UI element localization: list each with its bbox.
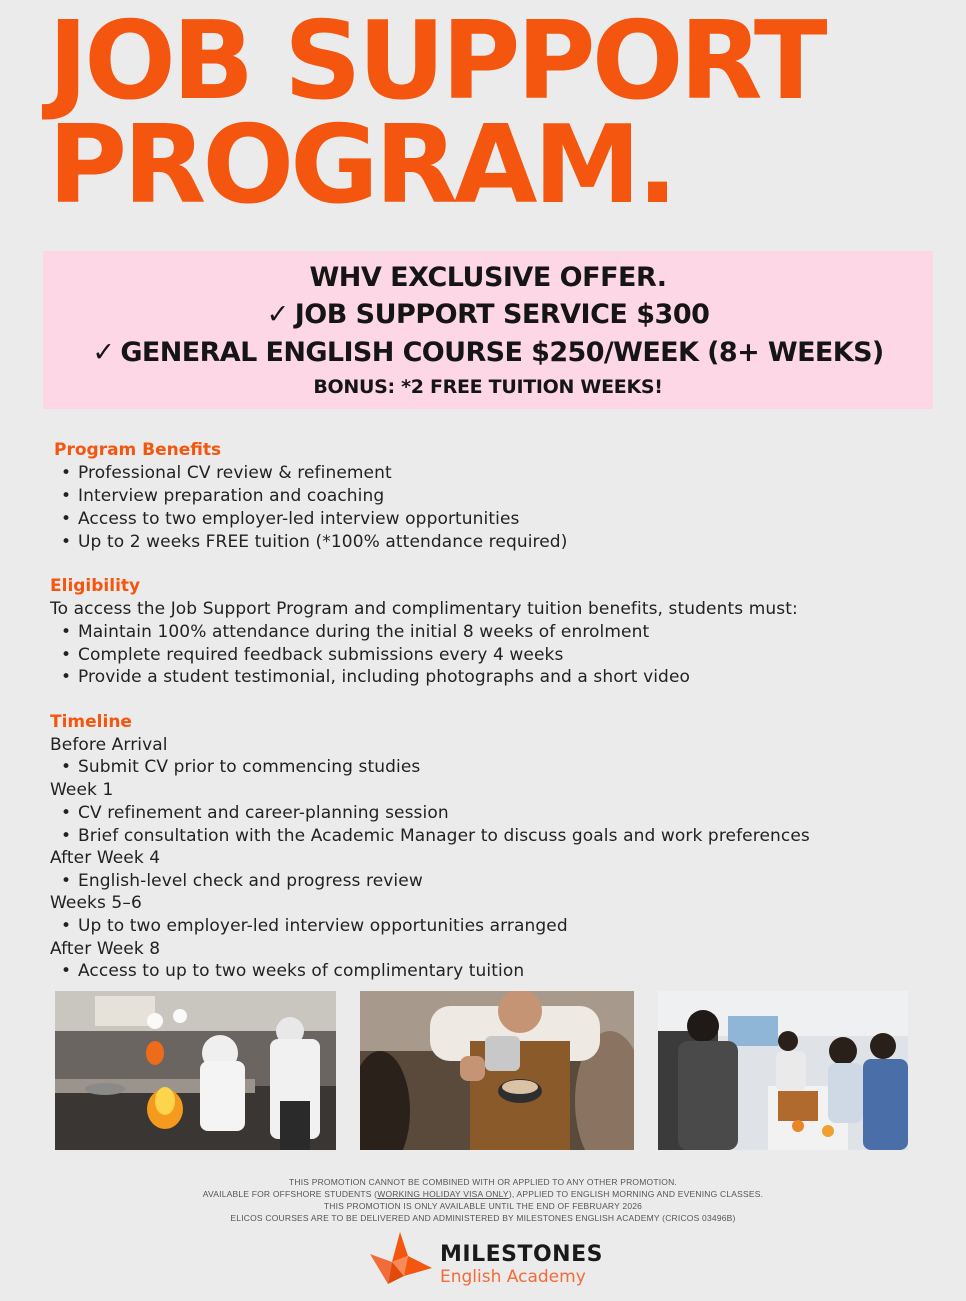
list-item: • Submit CV prior to commencing studies — [78, 757, 420, 777]
list-item: • Brief consultation with the Academic Manager to discuss goals and work preferences — [78, 826, 810, 846]
list-item: • Complete required feedback submissions every 4 weeks — [78, 645, 563, 665]
disclaimer-line: ELICOS COURSES ARE TO BE DELIVERED AND ADMINISTERED BY MILESTONES ENGLISH ACADEMY (CRICOS 03496B) — [230, 1213, 736, 1223]
list-item: • Maintain 100% attendance during the initial 8 weeks of enrolment — [78, 622, 649, 642]
barista-latte-photo — [360, 991, 634, 1150]
list-item: • CV refinement and career-planning session — [78, 803, 449, 823]
list-item: • Access to up to two weeks of complimentary tuition — [78, 961, 524, 981]
brand-name: MILESTONES — [440, 1242, 603, 1267]
disclaimer-text: ), APPLIED TO ENGLISH MORNING AND EVENING CLASSES. — [508, 1189, 764, 1199]
hero-title-line1: JOB SUPPORT — [48, 0, 824, 124]
eligibility-title: Eligibility — [50, 576, 141, 596]
timeline-title: Timeline — [50, 712, 132, 732]
timeline-stage-label: Weeks 5–6 — [50, 893, 142, 913]
eligibility-intro: To access the Job Support Program and complimentary tuition benefits, students must: — [50, 599, 798, 619]
benefits-title: Program Benefits — [54, 440, 222, 460]
milestones-logo-icon — [370, 1232, 432, 1295]
offer-box — [43, 251, 933, 409]
list-item: • Interview preparation and coaching — [78, 486, 384, 506]
check-icon: ✓ — [92, 337, 115, 368]
offer-item-label: GENERAL ENGLISH COURSE $250/WEEK (8+ WEEKS) — [120, 337, 884, 368]
list-item: • Professional CV review & refinement — [78, 463, 392, 483]
list-item: • Provide a student testimonial, including photographs and a short video — [78, 667, 690, 687]
disclaimer-line — [0, 1189, 966, 1199]
student-event-photo — [658, 991, 908, 1150]
disclaimer-text: AVAILABLE FOR OFFSHORE STUDENTS ( — [202, 1189, 378, 1199]
offer-item-english-course — [43, 337, 933, 368]
disclaimer-line: THIS PROMOTION CANNOT BE COMBINED WITH OR APPLIED TO ANY OTHER PROMOTION. — [288, 1177, 677, 1187]
offer-item-job-support — [43, 299, 933, 330]
disclaimer-line: THIS PROMOTION IS ONLY AVAILABLE UNTIL THE END OF FEBRUARY 2026 — [323, 1201, 643, 1211]
list-item: • Up to 2 weeks FREE tuition (*100% attendance required) — [78, 532, 567, 552]
chef-kitchen-photo — [55, 991, 336, 1150]
timeline-stage-label: Before Arrival — [50, 735, 168, 755]
hero-title-line2: PROGRAM. — [48, 103, 675, 228]
brand-subtitle: English Academy — [440, 1267, 586, 1287]
offer-bonus: BONUS: *2 FREE TUITION WEEKS! — [313, 376, 663, 398]
offer-heading: WHV EXCLUSIVE OFFER. — [309, 262, 667, 293]
timeline-stage-label: After Week 4 — [50, 848, 161, 868]
list-item: • English-level check and progress review — [78, 871, 423, 891]
list-item: • Access to two employer-led interview opportunities — [78, 509, 520, 529]
hero-title — [48, 0, 928, 228]
timeline-stage-label: Week 1 — [50, 780, 114, 800]
timeline-stage-label: After Week 8 — [50, 939, 161, 959]
disclaimer-underlined: WORKING HOLIDAY VISA ONLY — [377, 1189, 509, 1199]
list-item: • Up to two employer-led interview opportunities arranged — [78, 916, 568, 936]
check-icon: ✓ — [266, 299, 289, 330]
offer-item-label: JOB SUPPORT SERVICE $300 — [294, 299, 710, 330]
